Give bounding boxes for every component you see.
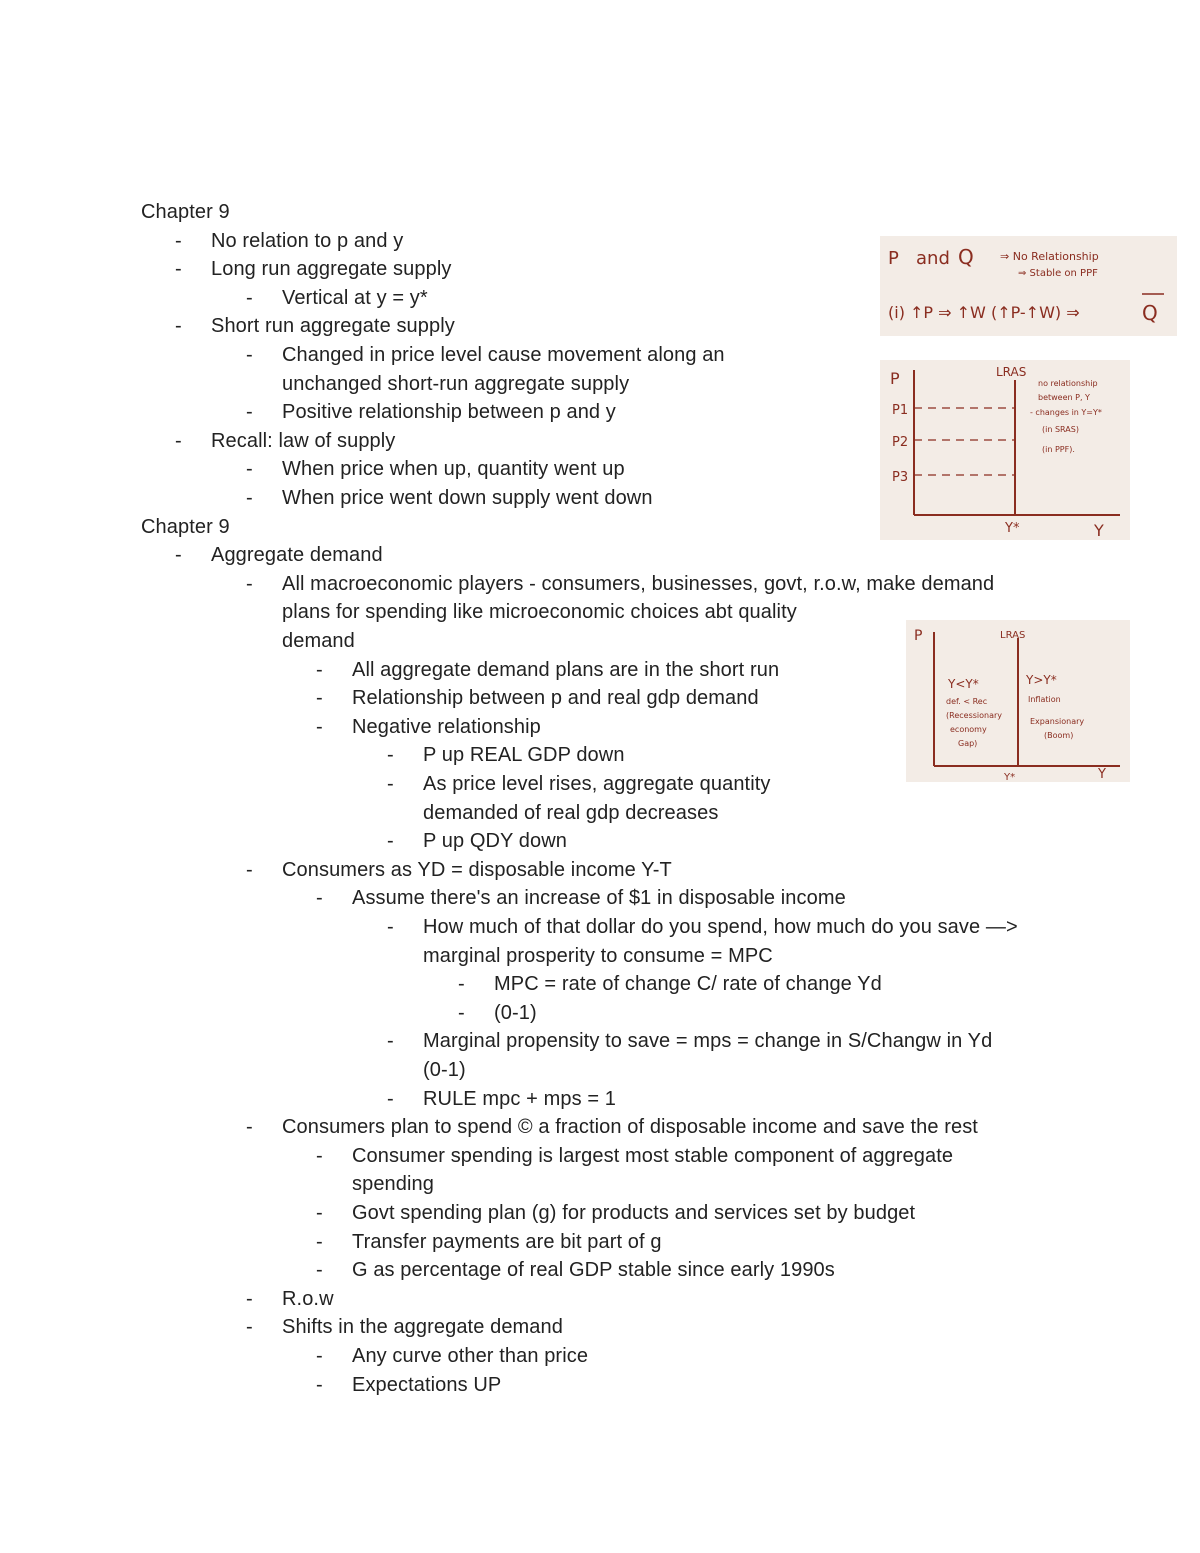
outline-text: MPC = rate of change C/ rate of change Yd <box>494 973 882 996</box>
outline-text: (0-1) <box>494 1001 537 1024</box>
gap-right-3: Expansionary <box>1030 717 1085 726</box>
outline-text: Consumers as YD = disposable income Y-T <box>282 858 672 881</box>
bullet-dash: - <box>316 1144 323 1167</box>
outline-text: Long run aggregate supply <box>211 258 452 281</box>
bullet-dash: - <box>316 1373 323 1396</box>
outline-text: Assume there's an increase of $1 in disposable income <box>352 887 846 910</box>
note-line1-c: Q <box>958 245 974 269</box>
outline-text: Short run aggregate supply <box>211 315 455 338</box>
gap-x-ystar: Y* <box>1004 772 1016 782</box>
gap-left-1: Y<Y* <box>948 677 979 691</box>
bullet-dash: - <box>246 401 253 424</box>
outline-text: (0-1) <box>423 1059 466 1081</box>
bullet-dash: - <box>316 1230 323 1253</box>
bullet-dash: - <box>246 344 253 366</box>
gap-axis-p: P <box>914 628 923 644</box>
outline-text: plans for spending like microeconomic choices abt quality <box>282 601 797 624</box>
bullet-dash: - <box>175 544 182 567</box>
outline-text: demanded of real gdp decreases <box>423 801 719 824</box>
outline-text: Aggregate demand <box>211 544 383 567</box>
bullet-dash: - <box>246 286 253 309</box>
outline-text: Negative relationship <box>352 715 541 738</box>
outline-text: Vertical at y = y* <box>282 286 428 309</box>
outline-text: Consumers plan to spend © a fraction of disposable income and save the rest <box>282 1116 978 1139</box>
outline-text: Marginal propensity to save = mps = change in S/Changw in Yd <box>423 1030 993 1053</box>
lras-label: LRAS <box>996 365 1027 379</box>
outline-text: P up REAL GDP down <box>423 744 625 767</box>
gap-left-3: (Recessionary <box>946 711 1003 720</box>
outline-text: RULE mpc + mps = 1 <box>423 1087 616 1110</box>
outline-text: All macroeconomic players - consumers, businesses, govt, r.o.w, make demand <box>282 572 995 595</box>
gap-right-4: (Boom) <box>1044 731 1074 740</box>
bullet-dash: - <box>316 887 323 910</box>
bullet-dash: - <box>246 572 253 595</box>
bullet-dash: - <box>316 715 323 738</box>
bullet-dash: - <box>175 429 182 452</box>
bullet-dash: - <box>246 858 253 881</box>
outline-text: No relation to p and y <box>211 229 404 252</box>
chapter-heading: Chapter 9 <box>141 515 230 538</box>
note-line1-b: and <box>916 248 950 269</box>
note-line2: ⇒ Stable on PPF <box>1018 268 1098 279</box>
bullet-dash: - <box>246 1316 253 1339</box>
outline-text: Changed in price level cause movement along an <box>282 344 725 366</box>
y-label-p2: P2 <box>892 435 909 450</box>
bullet-dash: - <box>246 1287 253 1310</box>
handwritten-note-image <box>880 236 1177 336</box>
outline-text: R.o.w <box>282 1287 334 1310</box>
y-label-p1: P1 <box>892 403 909 418</box>
bullet-dash: - <box>246 487 253 509</box>
outline-text: As price level rises, aggregate quantity <box>423 773 771 795</box>
outline-text: Govt spending plan (g) for products and services set by budget <box>352 1202 916 1224</box>
outline-text: Consumer spending is largest most stable component of aggregate <box>352 1144 954 1167</box>
bullet-dash: - <box>387 1087 394 1110</box>
outline-text: All aggregate demand plans are in the short run <box>352 658 780 681</box>
gap-left-4: economy <box>950 725 987 734</box>
bullet-dash: - <box>175 315 182 338</box>
outline-text: unchanged short-run aggregate supply <box>282 372 630 395</box>
lras-note-4: (in SRAS) <box>1042 425 1079 434</box>
lras-note-5: (in PPF). <box>1042 445 1075 454</box>
lras-note-3: - changes in Y=Y* <box>1030 408 1102 417</box>
outline-text: Recall: law of supply <box>211 429 396 452</box>
outline-text: Shifts in the aggregate demand <box>282 1316 563 1339</box>
bullet-dash: - <box>316 687 323 710</box>
bullet-dash: - <box>246 1116 253 1139</box>
bullet-dash: - <box>387 830 394 853</box>
outline-text: demand <box>282 630 355 652</box>
bullet-dash: - <box>387 1030 394 1053</box>
bullet-dash: - <box>175 258 182 281</box>
bullet-dash: - <box>387 773 394 795</box>
y-label-p: P <box>890 369 900 388</box>
outline-text: Any curve other than price <box>352 1345 589 1367</box>
outline-text: P up QDY down <box>423 830 567 853</box>
gap-left-5: Gap) <box>958 739 978 748</box>
outline-text: spending <box>352 1173 434 1196</box>
gap-lras-label: LRAS <box>1000 630 1026 641</box>
lras-graph-image <box>880 360 1130 540</box>
bullet-dash: - <box>458 973 465 996</box>
gap-right-2: Inflation <box>1028 695 1061 704</box>
outline-text: Relationship between p and real gdp demand <box>352 687 759 710</box>
outline-text: Expectations UP <box>352 1373 502 1396</box>
bullet-dash: - <box>316 1259 323 1282</box>
bullet-dash: - <box>175 229 182 252</box>
lras-note-1: no relationship <box>1038 379 1098 388</box>
outline-text: When price went down supply went down <box>282 487 653 509</box>
y-label-p3: P3 <box>892 470 909 485</box>
outline-text: How much of that dollar do you spend, how much do you save —> <box>423 916 1018 938</box>
bullet-dash: - <box>387 744 394 767</box>
lras-note-2: between P, Y <box>1038 393 1090 402</box>
bullet-dash: - <box>316 1345 323 1367</box>
output-gap-graph-image <box>906 620 1130 782</box>
note-line3-end: Q <box>1142 301 1158 325</box>
bullet-dash: - <box>316 1202 323 1224</box>
gap-left-2: def. < Rec <box>946 697 988 706</box>
bullet-dash: - <box>316 658 323 681</box>
outline-text: marginal prosperity to consume = MPC <box>423 944 773 967</box>
chapter-heading: Chapter 9 <box>141 201 230 223</box>
bullet-dash: - <box>246 458 253 481</box>
note-line1-d: ⇒ No Relationship <box>1000 250 1099 263</box>
gap-x-y: Y <box>1098 767 1106 782</box>
note-line3: (i) ↑P ⇒ ↑W (↑P-↑W) ⇒ <box>888 303 1080 322</box>
bullet-dash: - <box>387 916 394 938</box>
x-label-y: Y <box>1094 521 1104 540</box>
gap-right-1: Y>Y* <box>1026 673 1057 687</box>
outline-text: When price when up, quantity went up <box>282 458 625 481</box>
outline-text: Positive relationship between p and y <box>282 401 616 424</box>
x-label-ystar: Y* <box>1005 521 1020 536</box>
note-line1-a: P <box>888 248 899 269</box>
bullet-dash: - <box>458 1001 465 1024</box>
outline-text: Transfer payments are bit part of g <box>352 1230 662 1253</box>
outline-text: G as percentage of real GDP stable since early 1990s <box>352 1259 835 1282</box>
